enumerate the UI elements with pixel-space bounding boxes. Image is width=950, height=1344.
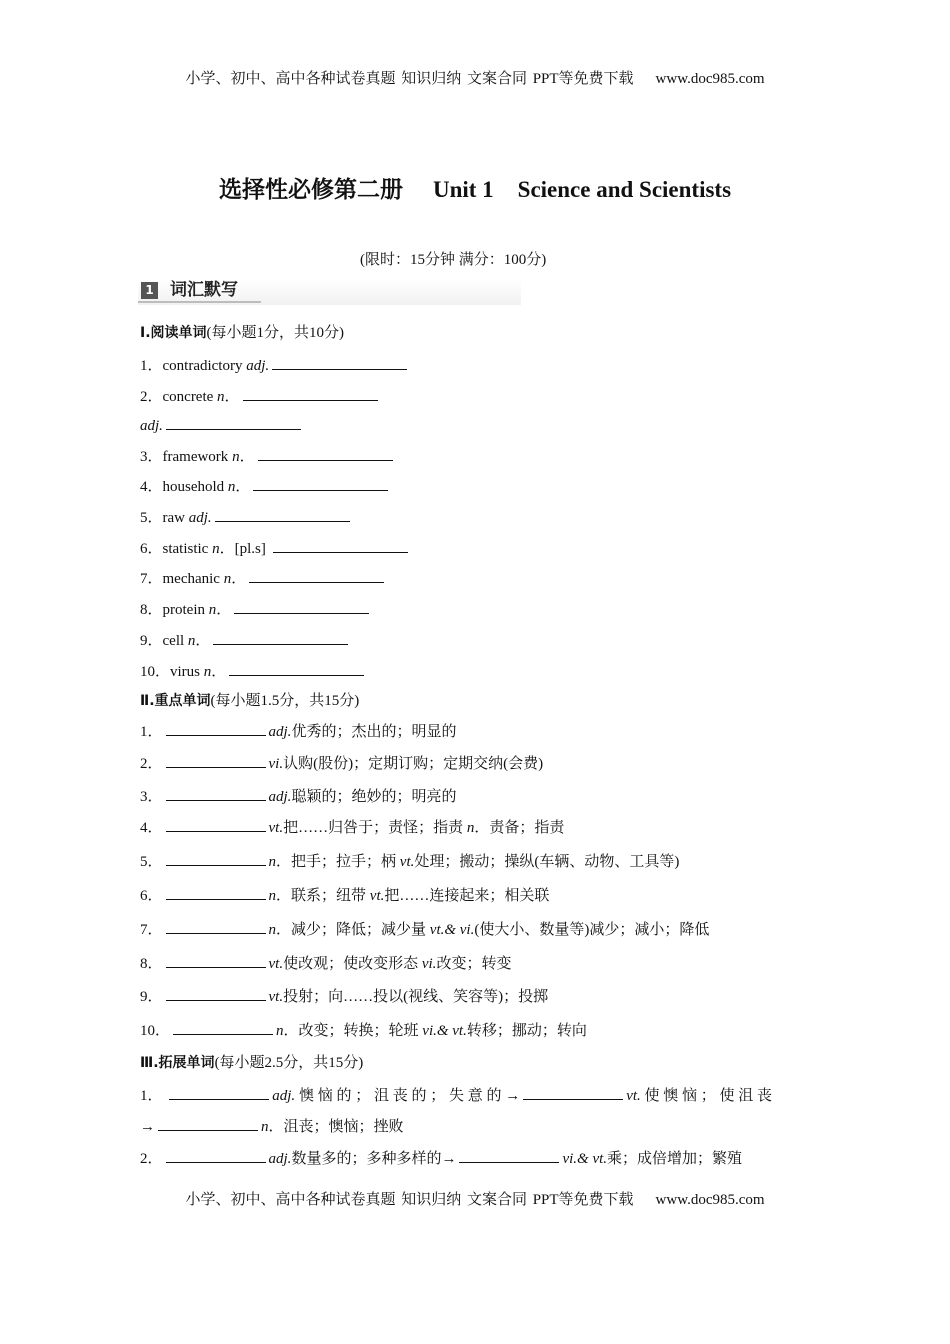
section-heading xyxy=(138,279,521,305)
item-text: 2． xyxy=(140,756,163,772)
item-text: ． xyxy=(211,664,227,680)
exercise-item xyxy=(140,986,548,1007)
part-of-speech: adj. xyxy=(246,358,270,374)
exercise-item xyxy=(140,1085,812,1106)
part-of-speech: n xyxy=(261,1119,269,1135)
item-text: 乘；成倍增加；繁殖 xyxy=(607,1151,743,1167)
footer-site-link[interactable]: www.doc985.com xyxy=(655,1192,765,1208)
exercise-item xyxy=(140,446,396,467)
part-of-speech: vt.& vi. xyxy=(429,922,475,938)
item-text: 9． xyxy=(140,989,163,1005)
answer-blank[interactable] xyxy=(459,1148,559,1163)
item-text: ．沮丧；懊恼；挫败 xyxy=(268,1119,404,1135)
part-of-speech: vi. xyxy=(421,956,437,972)
item-text: ．减少；降低；减少量 xyxy=(276,922,430,938)
item-text: 3． xyxy=(140,789,163,805)
item-text: 3．framework xyxy=(140,449,233,465)
part-of-speech: vi.& vt. xyxy=(422,1023,467,1039)
answer-blank[interactable] xyxy=(234,599,369,614)
item-text: 使 懊 恼 ； 使 沮 丧 xyxy=(640,1088,773,1104)
exercise-item xyxy=(140,355,410,376)
item-text: 5． xyxy=(140,854,163,870)
exercise-item xyxy=(140,661,367,682)
exercise-item xyxy=(140,630,351,651)
answer-blank[interactable] xyxy=(166,885,266,900)
part-of-speech: vi.& vt. xyxy=(562,1151,608,1167)
exercise-item xyxy=(140,599,372,620)
part-of-speech: vt. xyxy=(268,989,284,1005)
page-title xyxy=(0,175,950,205)
item-text: ． xyxy=(224,389,240,405)
item-text: (每小题1分，共10分) xyxy=(206,325,345,341)
part-of-speech: n xyxy=(223,571,232,587)
answer-blank[interactable] xyxy=(166,786,266,801)
header-site-link[interactable]: www.doc985.com xyxy=(655,71,765,87)
part-of-speech: adj. xyxy=(268,789,292,805)
part-of-speech: vt. xyxy=(369,888,385,904)
part-of-speech: vt. xyxy=(399,854,415,870)
title-name: Science and Scientists xyxy=(517,177,732,202)
item-text: 4． xyxy=(140,820,163,836)
subsection-heading xyxy=(140,1053,363,1073)
part-of-speech: adj. xyxy=(268,1151,292,1167)
answer-blank[interactable] xyxy=(166,721,266,736)
item-text: 处理；搬动；操纵(车辆、动物、工具等) xyxy=(414,854,680,870)
answer-blank[interactable] xyxy=(166,415,301,430)
item-text: 把……连接起来；相关联 xyxy=(384,888,550,904)
part-of-speech: adj. xyxy=(268,724,292,740)
item-text: 6． xyxy=(140,888,163,904)
answer-blank[interactable] xyxy=(523,1085,623,1100)
subsection-title: Ⅰ.阅读单词 xyxy=(140,325,207,341)
footer-text: 小学、初中、高中各种试卷真题 知识归纳 文案合同 PPT等免费下载 xyxy=(185,1192,634,1208)
answer-blank[interactable] xyxy=(249,568,384,583)
time-limit: (限时：15分钟 满分：100分) xyxy=(360,252,547,268)
exercise-item xyxy=(140,507,353,528)
item-text: ．改变；转换；轮班 xyxy=(283,1023,423,1039)
item-text: ． xyxy=(231,571,247,587)
part-of-speech: vt. xyxy=(626,1088,641,1104)
exercise-item xyxy=(140,851,679,872)
part-of-speech: n xyxy=(276,1023,284,1039)
answer-blank[interactable] xyxy=(166,986,266,1001)
item-text: 8． xyxy=(140,956,163,972)
item-text: ． xyxy=(195,633,211,649)
part-of-speech: n xyxy=(268,854,277,870)
header-text: 小学、初中、高中各种试卷真题 知识归纳 文案合同 PPT等免费下载 xyxy=(185,71,634,87)
item-text: 聪颖的；绝妙的；明亮的 xyxy=(291,789,457,805)
exercise-item xyxy=(140,415,304,436)
item-text: ．把手；拉手；柄 xyxy=(276,854,400,870)
part-of-speech: n xyxy=(212,541,220,557)
answer-blank[interactable] xyxy=(166,1148,266,1163)
part-of-speech: n xyxy=(203,664,212,680)
answer-blank[interactable] xyxy=(173,1020,273,1035)
part-of-speech: adj. xyxy=(188,510,212,526)
item-text: (每小题2.5分，共15分) xyxy=(214,1055,364,1071)
item-text: 2． xyxy=(140,1151,163,1167)
item-text: 数量多的；多种多样的→ xyxy=(291,1151,457,1167)
item-text: 1．contradictory xyxy=(140,358,247,374)
subsection-heading xyxy=(140,691,359,711)
title-unit: Unit 1 xyxy=(432,177,494,202)
exercise-item xyxy=(140,386,381,407)
answer-blank[interactable] xyxy=(169,1085,269,1100)
title-cn: 选择性必修第二册 xyxy=(218,177,403,202)
item-text: (使大小、数量等)减少；减小；降低 xyxy=(474,922,710,938)
part-of-speech: vt. xyxy=(268,820,284,836)
part-of-speech: n xyxy=(217,389,225,405)
exercise-item xyxy=(140,1116,404,1137)
part-of-speech: n xyxy=(268,888,277,904)
answer-blank[interactable] xyxy=(166,919,266,934)
item-text: ．联系；纽带 xyxy=(276,888,370,904)
answer-blank[interactable] xyxy=(258,446,393,461)
item-text: 使改观；使改变形态 xyxy=(283,956,422,972)
item-text: 认购(股份)；定期订购；定期交纳(会费) xyxy=(283,756,544,772)
answer-blank[interactable] xyxy=(253,476,388,491)
item-text: ．责备；指责 xyxy=(474,820,565,836)
item-text: ．[pl.s] xyxy=(219,541,270,557)
item-text: 9．cell xyxy=(140,633,188,649)
item-text: ． xyxy=(239,449,255,465)
item-text: 7．mechanic xyxy=(140,571,224,587)
part-of-speech: n xyxy=(268,922,277,938)
exercise-item xyxy=(140,817,564,838)
exercise-item xyxy=(140,1148,742,1169)
answer-blank[interactable] xyxy=(243,386,378,401)
exercise-item xyxy=(140,919,709,940)
part-of-speech: n xyxy=(232,449,240,465)
item-text: 优秀的；杰出的；明显的 xyxy=(291,724,457,740)
exercise-item xyxy=(140,885,549,906)
section-label: 词汇默写 xyxy=(170,280,238,300)
item-text: 1． xyxy=(140,724,163,740)
part-of-speech: vt. xyxy=(268,956,284,972)
page-footer xyxy=(0,1190,950,1210)
item-text: 5．raw xyxy=(140,510,189,526)
part-of-speech: adj. xyxy=(140,418,163,434)
part-of-speech: n xyxy=(208,602,217,618)
subsection-title: Ⅱ.重点单词 xyxy=(140,693,211,709)
answer-blank[interactable] xyxy=(215,507,350,522)
part-of-speech: vi. xyxy=(268,756,284,772)
exercise-item xyxy=(140,753,543,774)
item-text: 把……归咎于；责怪；指责 xyxy=(283,820,467,836)
answer-blank[interactable] xyxy=(166,851,266,866)
part-of-speech: n xyxy=(187,633,196,649)
item-text: 8．protein xyxy=(140,602,209,618)
exercise-item xyxy=(140,568,387,589)
exercise-item xyxy=(140,721,456,742)
item-text: 转移；挪动；转向 xyxy=(466,1023,587,1039)
answer-blank[interactable] xyxy=(166,953,266,968)
item-text: ． xyxy=(216,602,232,618)
part-of-speech: n xyxy=(227,479,236,495)
item-text: 2．concrete xyxy=(140,389,218,405)
item-text: 1． xyxy=(140,1088,167,1104)
answer-blank[interactable] xyxy=(229,661,364,676)
item-text: → xyxy=(140,1119,155,1135)
part-of-speech: adj. xyxy=(272,1088,296,1104)
section-number-icon: 1 xyxy=(141,282,158,299)
subsection-heading xyxy=(140,323,344,343)
exercise-item xyxy=(140,953,511,974)
answer-blank[interactable] xyxy=(273,538,408,553)
answer-blank[interactable] xyxy=(166,817,266,832)
part-of-speech: n xyxy=(466,820,475,836)
answer-blank[interactable] xyxy=(158,1116,258,1131)
answer-blank[interactable] xyxy=(166,753,266,768)
item-text: 7． xyxy=(140,922,163,938)
subsection-title: Ⅲ.拓展单词 xyxy=(140,1055,215,1071)
item-text: 10．virus xyxy=(140,664,204,680)
answer-blank[interactable] xyxy=(213,630,348,645)
exercise-item xyxy=(140,538,411,559)
answer-blank[interactable] xyxy=(272,355,407,370)
item-text: 改变；转变 xyxy=(436,956,512,972)
exercise-item xyxy=(140,786,456,807)
page-header xyxy=(0,69,950,89)
item-text: ． xyxy=(235,479,251,495)
item-text: 懊 恼 的 ； 沮 丧 的 ； 失 意 的 → xyxy=(295,1088,521,1104)
item-text: 投射；向……投以(视线、笑容等)；投掷 xyxy=(283,989,549,1005)
item-text: 6．statistic xyxy=(140,541,213,557)
item-text: 4．household xyxy=(140,479,228,495)
exercise-item xyxy=(140,1020,587,1041)
exercise-item xyxy=(140,476,391,497)
item-text: (每小题1.5分，共15分) xyxy=(210,693,360,709)
item-text: 10． xyxy=(140,1023,171,1039)
